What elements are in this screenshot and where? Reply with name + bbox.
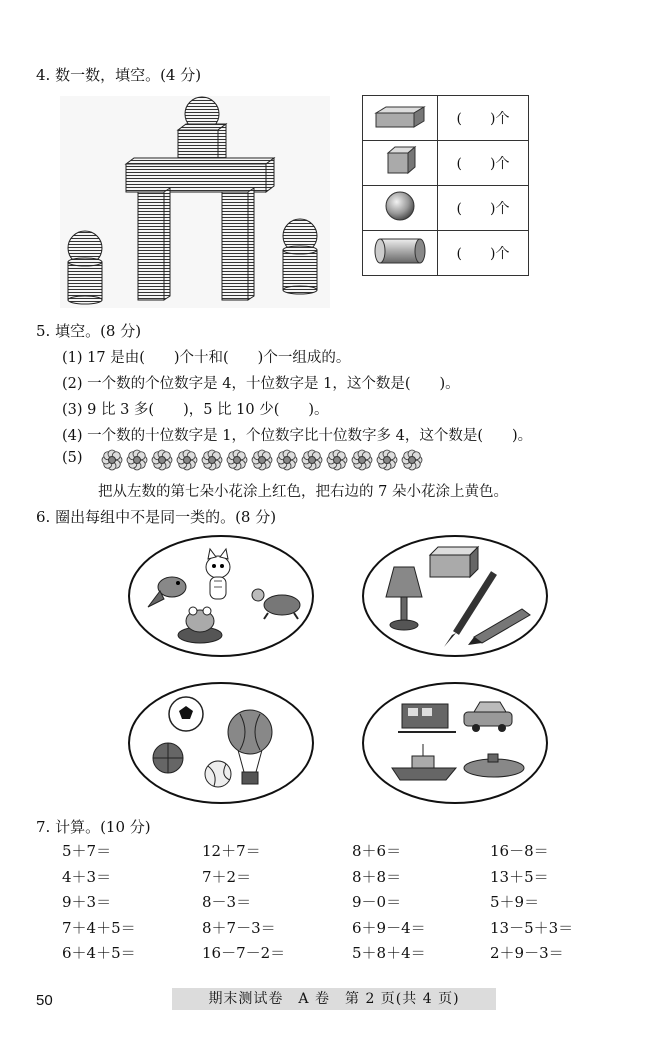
table-row xyxy=(363,186,529,231)
table-row xyxy=(363,231,529,276)
flower-icon[interactable] xyxy=(352,450,372,470)
calc-problem[interactable]: 5＋9＝ xyxy=(490,893,540,911)
group-vehicles-oval[interactable] xyxy=(362,682,548,804)
flower-icon[interactable] xyxy=(302,450,322,470)
calc-problem[interactable]: 5＋8＋4＝ xyxy=(352,944,426,962)
calc-problem[interactable]: 12＋7＝ xyxy=(202,842,261,860)
kitten-icon xyxy=(206,549,230,599)
volleyball-icon xyxy=(205,761,231,787)
calc-problem[interactable]: 5＋7＝ xyxy=(62,842,112,860)
calc-problem[interactable]: 13＋5＝ xyxy=(490,867,549,886)
count-blank[interactable]: ( )个 xyxy=(438,231,529,276)
q5-title: 5. 填空。(8 分) xyxy=(36,322,142,340)
calc-problem[interactable]: 9－0＝ xyxy=(352,893,402,911)
calc-problem[interactable]: 4＋3＝ xyxy=(62,867,112,886)
table-row xyxy=(363,96,529,141)
calc-problem[interactable]: 9＋3＝ xyxy=(62,893,112,911)
sphere-icon xyxy=(363,186,438,231)
page-number: 50 xyxy=(36,992,53,1009)
calc-problem[interactable]: 7＋2＝ xyxy=(202,867,252,886)
calc-problem[interactable]: 6＋4＋5＝ xyxy=(62,944,136,962)
calc-problem[interactable]: 8＋6＝ xyxy=(352,842,402,860)
car-icon xyxy=(464,702,512,732)
flower-row xyxy=(100,449,440,471)
desk-lamp-icon xyxy=(386,567,422,630)
flower-icon[interactable] xyxy=(177,450,197,470)
flower-icon[interactable] xyxy=(127,450,147,470)
q5-item-1: (1) 17 是由( )个十和( )个一组成的。 xyxy=(62,350,351,366)
vehicles-picture xyxy=(364,684,546,802)
calc-problem[interactable]: 13－5＋3＝ xyxy=(490,918,574,937)
count-table xyxy=(362,95,529,276)
flower-icon[interactable] xyxy=(277,450,297,470)
stationery-picture xyxy=(364,537,546,655)
train-icon xyxy=(398,704,456,732)
flower-icon[interactable] xyxy=(102,450,122,470)
basketball-icon xyxy=(153,743,183,773)
flower-icon[interactable] xyxy=(227,450,247,470)
flower-icon[interactable] xyxy=(252,450,272,470)
soccer-ball-icon xyxy=(169,697,203,731)
flower-icon[interactable] xyxy=(152,450,172,470)
q5-item-2: (2) 一个数的个位数字是 4，十位数字是 1，这个数是( )。 xyxy=(62,376,460,392)
group-animals-oval[interactable] xyxy=(128,535,314,657)
flower-icon[interactable] xyxy=(377,450,397,470)
goldfish-icon xyxy=(148,577,186,607)
calc-problem[interactable]: 8＋7－3＝ xyxy=(202,918,276,937)
q5-item-3: (3) 9 比 3 多( )，5 比 10 少( )。 xyxy=(62,402,329,418)
turtle-icon xyxy=(252,589,300,619)
calc-problem[interactable]: 8＋8＝ xyxy=(352,867,402,886)
hot-air-balloon-icon xyxy=(228,710,272,784)
calc-problem[interactable]: 7＋4＋5＝ xyxy=(62,918,136,937)
q4-title: 4. 数一数，填空。(4 分) xyxy=(36,66,202,84)
frog-icon xyxy=(178,607,222,643)
submarine-icon xyxy=(464,754,524,777)
flower-icon[interactable] xyxy=(402,450,422,470)
calc-problem[interactable]: 2＋9－3＝ xyxy=(490,944,564,962)
count-blank[interactable]: ( )个 xyxy=(438,96,529,141)
footer-label: 期末测试卷 A 卷 第 2 页(共 4 页) xyxy=(172,988,496,1010)
ship-icon xyxy=(392,744,456,780)
block-structure-figure xyxy=(60,96,330,308)
pen-icon xyxy=(468,609,530,645)
pencil-sharpener-icon xyxy=(430,547,478,577)
flower-icon[interactable] xyxy=(202,450,222,470)
animals-picture xyxy=(130,537,312,655)
table-row xyxy=(363,141,529,186)
flower-icon[interactable] xyxy=(327,450,347,470)
group-balls-oval[interactable] xyxy=(128,682,314,804)
q5-item-5-text: 把从左数的第七朵小花涂上红色，把右边的 7 朵小花涂上黄色。 xyxy=(98,484,508,500)
balls-picture xyxy=(130,684,312,802)
calc-problem[interactable]: 8－3＝ xyxy=(202,893,252,911)
cylinder-icon xyxy=(363,231,438,276)
calc-problem[interactable]: 6＋9－4＝ xyxy=(352,918,426,937)
q5-item-5-label: (5) xyxy=(62,450,83,466)
calc-problem[interactable]: 16－7－2＝ xyxy=(202,944,286,962)
calc-problem[interactable]: 16－8＝ xyxy=(490,842,549,860)
cube-icon xyxy=(363,141,438,186)
count-blank[interactable]: ( )个 xyxy=(438,186,529,231)
q7-title: 7. 计算。(10 分) xyxy=(36,818,151,836)
group-stationery-oval[interactable] xyxy=(362,535,548,657)
q6-title: 6. 圈出每组中不是同一类的。(8 分) xyxy=(36,508,277,526)
q5-item-4: (4) 一个数的十位数字是 1，个位数字比十位数字多 4，这个数是( )。 xyxy=(62,428,533,444)
count-blank[interactable]: ( )个 xyxy=(438,141,529,186)
cuboid-icon xyxy=(363,96,438,141)
